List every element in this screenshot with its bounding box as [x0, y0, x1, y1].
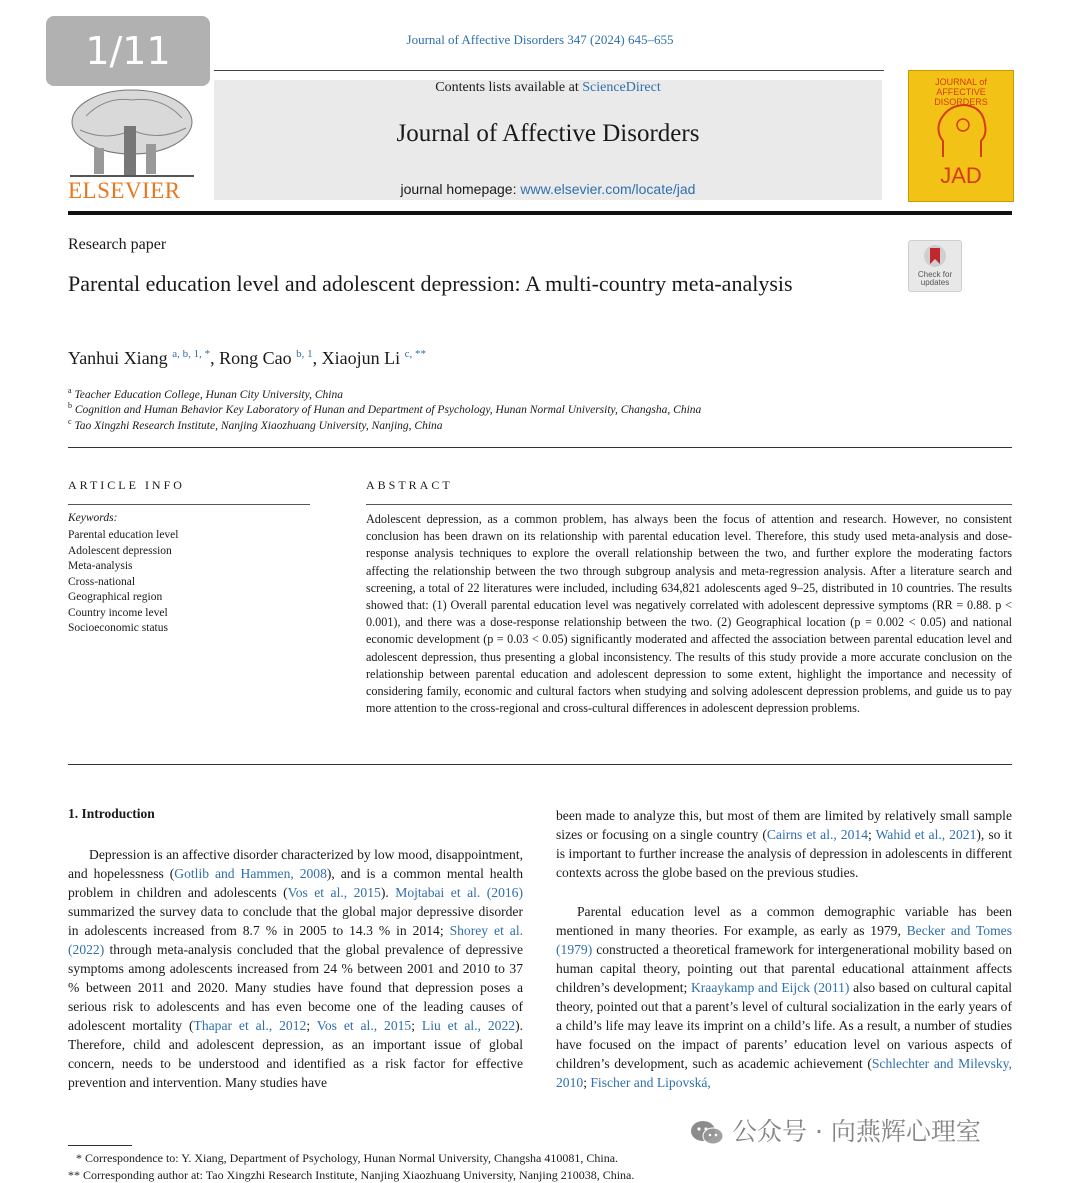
citation-link[interactable]: Schlechter and Milevsky, 2010	[556, 1056, 1012, 1090]
body-text: summarized the survey data to conclude that the global major depressive disorder in adolescents increased from 8.7 % in 2005 to 14.3 % in 2014;	[68, 904, 523, 938]
body-text: ;	[583, 1075, 591, 1090]
author-list: Yanhui Xiang $^{a, b, 1, *}$, Rong Cao $^{b, 1}$, Xiaojun Li $^{c, **}$	[68, 348, 426, 368]
keyword: Cross-national	[68, 575, 136, 588]
section-heading-introduction: 1. Introduction	[68, 806, 155, 821]
citation-link[interactable]: Becker and Tomes (1979)	[556, 923, 1012, 957]
author-name: Rong Cao	[219, 348, 292, 368]
divider	[68, 504, 310, 505]
citation-link[interactable]: Fischer and Lipovská,	[590, 1075, 711, 1090]
sciencedirect-link[interactable]: ScienceDirect	[582, 80, 661, 95]
keyword: Socioeconomic status	[68, 622, 168, 634]
divider	[366, 504, 1012, 505]
footnote-rule	[68, 1145, 132, 1146]
homepage-line: journal homepage: www.elsevier.com/locate/jad	[400, 181, 696, 197]
page-counter: 1/11	[46, 16, 210, 86]
footnote: ** Corresponding author at: Tao Xingzhi Research Institute, Nanjing Xiaozhuang University, Nanjing 210038, China.	[68, 1168, 635, 1182]
body-text: Depression is an affective disorder characterized by low mood, disappointment, and hopelessness (	[68, 847, 523, 881]
author-marks[interactable]: a, b, 1, *	[172, 348, 211, 360]
citation-link[interactable]: Vos et al., 2015	[287, 885, 381, 900]
author-name: Yanhui Xiang	[68, 348, 168, 368]
citation-link[interactable]: Shorey et al. (2022)	[68, 923, 523, 957]
citation-link[interactable]: Liu et al., 2022	[421, 1018, 516, 1033]
body-text: been made to analyze this, but most of them are limited by relatively small sample sizes or focusing on a single country (	[556, 808, 1012, 842]
abstract-heading: ABSTRACT	[366, 478, 453, 492]
body-text: ;	[306, 1018, 317, 1033]
body-column-left	[68, 845, 523, 1092]
body-text: ), and is a common mental health problem in children and adolescents (	[68, 866, 523, 900]
citation-link[interactable]: Cairns et al., 2014	[766, 827, 868, 842]
affiliation: $^b$ Cognition and Human Behavior Key Laboratory of Hunan and Department of Psychology, Hunan Normal University, Changsha, China	[68, 401, 702, 416]
contents-line: Contents lists available at ScienceDirect	[435, 80, 661, 95]
header-top-rule	[214, 70, 884, 71]
divider	[68, 447, 1012, 448]
journal-cover-image[interactable]	[908, 70, 1014, 202]
watermark: 公众号 · 向燕辉心理室	[690, 1112, 981, 1152]
wechat-icon	[690, 1119, 724, 1147]
header-thick-rule	[68, 211, 1012, 215]
body-column-right-paragraph	[556, 806, 1012, 882]
author-marks[interactable]: b, 1	[296, 348, 313, 360]
citation-link[interactable]: Mojtabai et al. (2016)	[395, 885, 524, 900]
body-column-right-paragraph	[556, 902, 1012, 1092]
cover-title: JOURNAL of AFFECTIVE DISORDERS	[934, 77, 988, 107]
body-text: ;	[868, 827, 876, 842]
body-text: constructed a theoretical framework for intergenerational mobility based on human capital theory, pointing out that parental educational attainment affects children’s development;	[556, 942, 1012, 995]
keyword: Country income level	[68, 606, 168, 619]
keywords-list	[68, 528, 178, 637]
keyword: Meta-analysis	[68, 560, 133, 572]
article-title: Parental education level and adolescent depression: A multi-country meta-analysis	[68, 271, 793, 296]
crossmark-icon	[923, 244, 947, 270]
author-name: Xiaojun Li	[321, 348, 401, 368]
body-text: Parental education level as a common demographic variable has been mentioned in many theories. For example, as early as 1979,	[556, 904, 1012, 938]
citation-link[interactable]: Vos et al., 2015	[316, 1018, 412, 1033]
cover-jad-logo: JAD	[940, 163, 982, 188]
footnote: * Correspondence to: Y. Xiang, Department of Psychology, Hunan Normal University, Changsha 410081, China.	[76, 1151, 619, 1165]
keyword: Geographical region	[68, 591, 163, 603]
abstract-text: Adolescent depression, as a common problem, has always been the focus of attention and research. However, no consistent conclusion has been drawn on its relationship with parental education level. Therefore, this study used meta-analysis and dose-response analysis techniques to explore the overall relationship between the two, and further explore the moderating factors affecting the relationship between the two through subgroup analysis and meta-regression analysis. After a literature search and screening, a total of 22 literatures were included, including 634,821 adolescents aged 9–25, distributed in 10 countries. The results showed that: (1) Overall parental education level was negatively correlated with adolescent depressive symptoms (RR = 0.88. p < 0.001), and there was a dose-response relationship between the two. (2) Geographical location (p = 0.002 < 0.05) and national economic development (p = 0.03 < 0.05) significantly moderated and affected the association between parental education level and adolescent depression, thus presenting a global inconsistency. The results of this study provide a more accurate conclusion on the relationship between parental education and adolescent depression to some extent, highlight the importance and necessity of considering family, economic and cultural factors when studying and solving adolescent depression problems, and guide us to pay more attention to the cross-regional and cross-cultural differences in adolescent depression problems.	[366, 512, 1012, 716]
body-text: ), so it is important to further increase the analysis of depression in adolescents in different contexts across the globe based on the previous studies.	[556, 827, 1012, 880]
article-type: Research paper	[68, 236, 167, 253]
check-for-updates-button[interactable]	[908, 240, 962, 292]
citation-link[interactable]: Wahid et al., 2021	[875, 827, 977, 842]
body-text: ).	[380, 885, 396, 900]
author-marks[interactable]: c, **	[404, 348, 426, 360]
article-info-heading: ARTICLE INFO	[68, 478, 185, 492]
journal-citation[interactable]: Journal of Affective Disorders 347 (2024) 645–655	[406, 32, 674, 47]
citation-link[interactable]: Kraaykamp and Eijck (2011)	[690, 980, 850, 995]
body-text: also based on cultural capital theory, pointed out that a parent’s level of cultural socialization in the early years of a child’s life may leave its imprint on a child’s life. As a result, a number of studies have focused on the impact of parents’ education level on various aspects of children’s development, such as academic achievement (	[556, 980, 1013, 1071]
crossmark-label: Check for updates	[917, 270, 953, 287]
keyword: Adolescent depression	[68, 544, 172, 557]
homepage-link[interactable]: www.elsevier.com/locate/jad	[520, 181, 696, 197]
elsevier-wordmark: ELSEVIER	[68, 178, 181, 203]
divider	[68, 764, 1012, 765]
journal-title: Journal of Affective Disorders	[396, 120, 700, 147]
keyword: Parental education level	[68, 529, 179, 541]
keywords-label: Keywords:	[68, 512, 118, 524]
affiliation: $^c$ Tao Xingzhi Research Institute, Nanjing Xiaozhuang University, Nanjing, China	[68, 417, 443, 432]
citation-link[interactable]: Gotlib and Hammen, 2008	[174, 866, 327, 881]
elsevier-tree-logo	[66, 86, 198, 178]
body-text: ). Therefore, child and adolescent depression, as an important issue of global concern, needs to be understood and identified as a risk factor for effective prevention and intervention. Many studies have	[68, 1018, 524, 1090]
head-silhouette-icon	[931, 101, 991, 163]
citation-link[interactable]: Thapar et al., 2012	[193, 1018, 307, 1033]
body-text: ;	[411, 1018, 422, 1033]
body-text: through meta-analysis concluded that the global prevalence of depressive symptoms among adolescents increased from 24 % between 2001 and 2010 to 37 % between 2011 and 2020. Many studies have found that depression poses a serious risk to adolescents and has even become one of the leading causes of adolescent mortality (	[68, 942, 523, 1033]
affiliation: $^a$ Teacher Education College, Hunan City University, China	[68, 386, 343, 401]
